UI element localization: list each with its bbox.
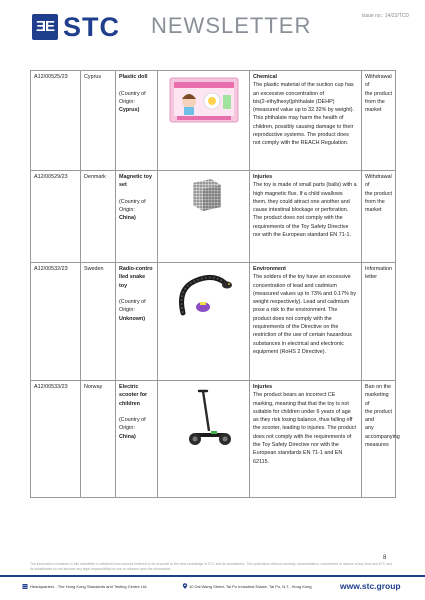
snake-toy-image — [165, 269, 243, 320]
risk-cell: Injuries The toy is made of small parts (balls) with a high magnetic flux. If a child swallows them, they could attract one another and cause intestinal blockage or perforation. The product does not comply with the requirements of the Toy Safety Directive nor with the European standard EN 71-1. — [250, 171, 362, 263]
risk-cell: Injuries The product bears an incorrect CE marking, meaning that that the toy is not suitable for children under 6 years of age as they risk losing balance, thus falling off the scooter, leading to injuries. The product does not comply with the requirements of the Toy Safety Directive nor with the European standards EN 71-1 and EN 62115. — [250, 381, 362, 498]
measure-cell: Information letter — [362, 263, 396, 381]
plastic-doll-image — [165, 77, 243, 126]
measure-cell: Ban on the marketing of the product and any accompanying measures — [362, 381, 396, 498]
logo-text: STC — [63, 12, 120, 42]
risk-type: Chemical — [253, 74, 277, 80]
country-cell: Sweden — [81, 263, 116, 381]
country-cell: Cyprus — [81, 71, 116, 171]
footer-divider — [0, 575, 425, 577]
stc-logo-mark: ƎE — [32, 14, 58, 40]
reference-cell: A12/00532/23 — [31, 263, 81, 381]
product-image-cell — [158, 263, 250, 381]
country-cell: Norway — [81, 381, 116, 498]
product-image-cell — [158, 171, 250, 263]
page-header — [0, 0, 425, 60]
stc-logo — [32, 14, 142, 42]
product-name: Plastic doll — [119, 74, 148, 80]
product-cell: Magnetic toy set (Country of Origin: China) — [116, 171, 158, 263]
reference-cell: A12/00533/23 — [31, 381, 81, 498]
reference-cell: A12/00529/23 — [31, 171, 81, 263]
magnetic-balls-image — [165, 177, 243, 218]
table-row — [31, 71, 396, 171]
measure-cell: Withdrawal of the product from the market — [362, 171, 396, 263]
product-image-cell — [158, 381, 250, 498]
risk-cell: Environment The solders of the toy have an excessive concentration of lead and cadmium (measured values up to 73% and 0.17% by weight respectively). Lead and cadmium pose a risk to the environment. The product does not comply with the requirements of the Directive on the restriction of the use of certain hazardous substances in electrical and electronic equipment (RoHS 2 Directive). — [250, 263, 362, 381]
product-cell: Electric scooter for children (Country of Origin: China) — [116, 381, 158, 498]
footer-headquarters: Headquarters - The Hong Kong Standards and Testing Centre Ltd. — [30, 584, 148, 589]
product-cell: Plastic doll (Country of Origin: Cyprus) — [116, 71, 158, 171]
recall-table — [30, 70, 400, 498]
footer-address: 10 Dai Wang Street, Tai Po Industrial Estate, Tai Po, N.T., Hong Kong — [189, 584, 312, 589]
building-icon — [22, 583, 28, 589]
country-cell: Denmark — [81, 171, 116, 263]
risk-cell: Chemical The plastic material of the suction cup has an excessive concentration of bis(2-ethylhexyl)phthalate (DEHP) (measured value up to 32.32% by weight). This phthalate may harm the health of children, possibly causing damage to their reproductive systems. The product does not comply with the REACH Regulation. — [250, 71, 362, 171]
page-footer — [0, 575, 425, 600]
table-row — [31, 263, 396, 381]
electric-scooter-image — [165, 387, 243, 452]
table-row — [31, 381, 396, 498]
table-row — [31, 171, 396, 263]
disclaimer-text: The information contained in this newsletter is obtained from sources believed to be accurate to the best knowledge of STC and its subsidiaries. This publication without warranty, representation, inducement or licence of any kind and STC and its subsidiaries do not assume any legal responsibility for use or reliance upon the information. — [30, 562, 392, 571]
product-image-cell — [158, 71, 250, 171]
website-link[interactable]: www.stc.group — [340, 581, 401, 591]
newsletter-title: NEWSLETTER — [151, 13, 312, 38]
location-pin-icon — [182, 583, 188, 589]
product-cell: Radio-contro lled snake toy (Country of Origin: Unknown) — [116, 263, 158, 381]
page-number: 8 — [383, 555, 387, 561]
reference-cell: A12/00525/23 — [31, 71, 81, 171]
measure-cell: Withdrawal of the product from the market — [362, 71, 396, 171]
issue-number: Issue no.: 14/23/TCD — [361, 13, 409, 19]
